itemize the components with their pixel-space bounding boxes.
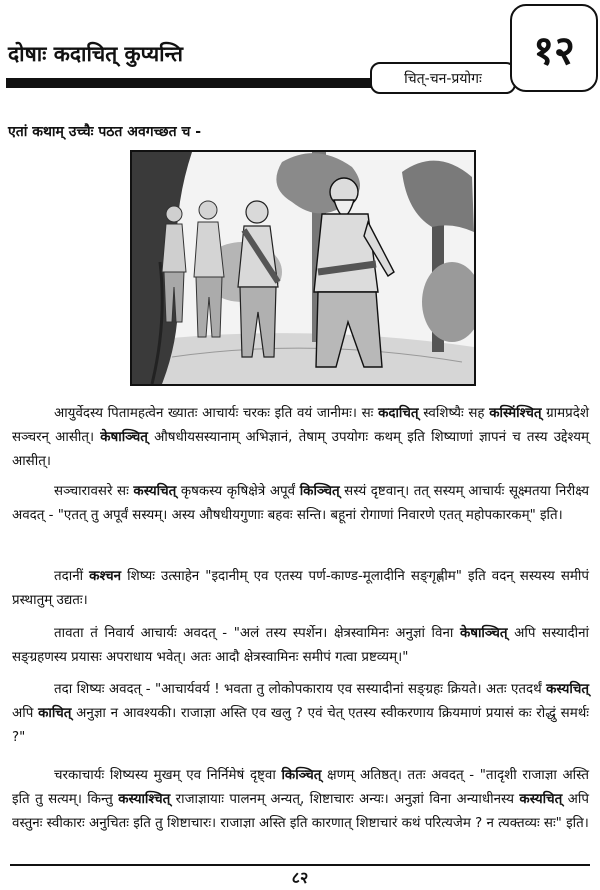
- highlighted-word: काचित्: [38, 706, 72, 721]
- highlighted-word: कस्यचित्: [546, 682, 589, 697]
- story-paragraph-3: [12, 565, 589, 613]
- paragraph-text: कृषकस्य कृषिक्षेत्रे अपूर्वं: [176, 484, 300, 499]
- chapter-title: दोषाः कदाचित् कुप्यन्ति: [8, 42, 183, 66]
- paragraph-text: तदा शिष्यः अवदत् - "आचार्यवर्य ! भवता तु लोकोपकाराय एव सस्यादीनां सङ्ग्रहः क्रियते। अतः एतदर्थं: [54, 682, 547, 697]
- highlighted-word: किञ्चित्: [299, 484, 340, 499]
- paragraph-text: सस्यं दृष्टवान्। तत् सस्यम् आचार्यः सूक्ष्मतया निरीक्ष्य अवदत् - "एतत् तु अपूर्वं सस्यम्। अस्य औषधीयगुणाः बहवः सन्ति। बहूनां रोगाणां निवारणे एतत् महोपकारकम्" इति।: [12, 484, 589, 523]
- story-paragraph-4: [12, 622, 589, 670]
- paragraph-text: औषधीयसस्यानाम् अभिज्ञानं, तेषाम् उपयोगः कथम् इति शिष्याणां ज्ञापनं च तस्य उद्देश्यम् आसीत्।: [12, 430, 589, 469]
- story-paragraph-6: [12, 764, 589, 836]
- story-paragraph-5: [12, 678, 589, 750]
- highlighted-word: कस्मिंश्चित्: [489, 406, 542, 421]
- paragraph-text: ग्रामप्रदेशे सञ्चरन् आसीत्।: [12, 406, 589, 445]
- story-paragraph-2: [12, 480, 589, 528]
- highlighted-word: कदाचित्: [378, 406, 419, 421]
- paragraph-text: तावता तं निवार्य आचार्यः अवदत् - "अलं तस्य स्पर्शेन। क्षेत्रस्वामिनः अनुज्ञां विना: [54, 626, 460, 641]
- paragraph-text: चरकाचार्यः शिष्यस्य मुखम् एव निर्निमेषं दृष्ट्वा: [54, 768, 282, 783]
- paragraph-text: अपि वस्तुनः स्वीकारः अनुचितः इति तु शिष्टाचारः। राजाज्ञा अस्ति इति कारणात् शिष्टाचारं कथं परित्यजेम ? न त्यक्तव्यः सः" इति।: [12, 792, 589, 831]
- paragraph-text: अपि: [12, 706, 39, 721]
- chapter-subtitle-box: [370, 62, 516, 94]
- paragraph-text: शिष्यः उत्साहेन "इदानीम् एव एतस्य पर्ण-काण्ड-मूलादीनि सङ्गृह्णीम" इति वदन् सस्यस्य समीपं प्रस्थातुम् उद्यतः।: [12, 569, 589, 608]
- highlighted-word: केषाञ्चित्: [459, 626, 508, 641]
- paragraph-text: सञ्चारावसरे सः: [54, 484, 134, 499]
- story-paragraph-1: [12, 402, 589, 474]
- paragraph-text: अपि सस्यादीनां सङ्ग्रहणस्य प्रयासः अपराधाय भवेत्। अतः आदौ क्षेत्रस्वामिनः समीपं गत्वा प्रष्टव्यम्।": [12, 626, 589, 665]
- chapter-number-box: [510, 4, 598, 92]
- highlighted-word: कश्चन: [89, 569, 122, 584]
- highlighted-word: किञ्चित्: [281, 768, 322, 783]
- paragraph-text: अनुज्ञा न आवश्यकी। राजाज्ञा अस्ति एव खलु ? एवं चेत् एतस्य स्वीकरणाय क्रियमाणं प्रयासं कः रोद्धुं समर्थः ?": [12, 706, 590, 745]
- highlighted-word: कस्याश्चित्: [118, 792, 171, 807]
- chapter-number: १२: [533, 27, 575, 74]
- chapter-subtitle: चित्-चन-प्रयोगः: [404, 70, 482, 87]
- paragraph-text: क्षणम् अतिष्ठत्। ततः अवदत् - "तादृशी राजाज्ञा अस्ति इति तु सत्यम्। किन्तु: [12, 768, 589, 807]
- highlighted-word: कस्यचित्: [133, 484, 177, 499]
- page-number: ८२: [291, 868, 309, 887]
- paragraph-text: तदानीं: [54, 569, 90, 584]
- instruction-line: एतां कथाम् उच्चैः पठत अवगच्छत च -: [8, 124, 202, 140]
- paragraph-text: आयुर्वेदस्य पितामहत्वेन ख्यातः आचार्यः चरकः इति वयं जानीमः। सः: [54, 406, 379, 421]
- highlighted-word: कस्यचित्: [519, 792, 563, 807]
- highlighted-word: केषाञ्चित्: [100, 430, 148, 445]
- paragraph-text: राजाज्ञायाः पालनम् अन्यत्, शिष्टाचारः अन्यः। अनुज्ञां विना अन्याधीनस्य: [170, 792, 520, 807]
- teacher-with-disciples-illustration: [130, 150, 476, 386]
- paragraph-text: स्वशिष्यैः सह: [418, 406, 490, 421]
